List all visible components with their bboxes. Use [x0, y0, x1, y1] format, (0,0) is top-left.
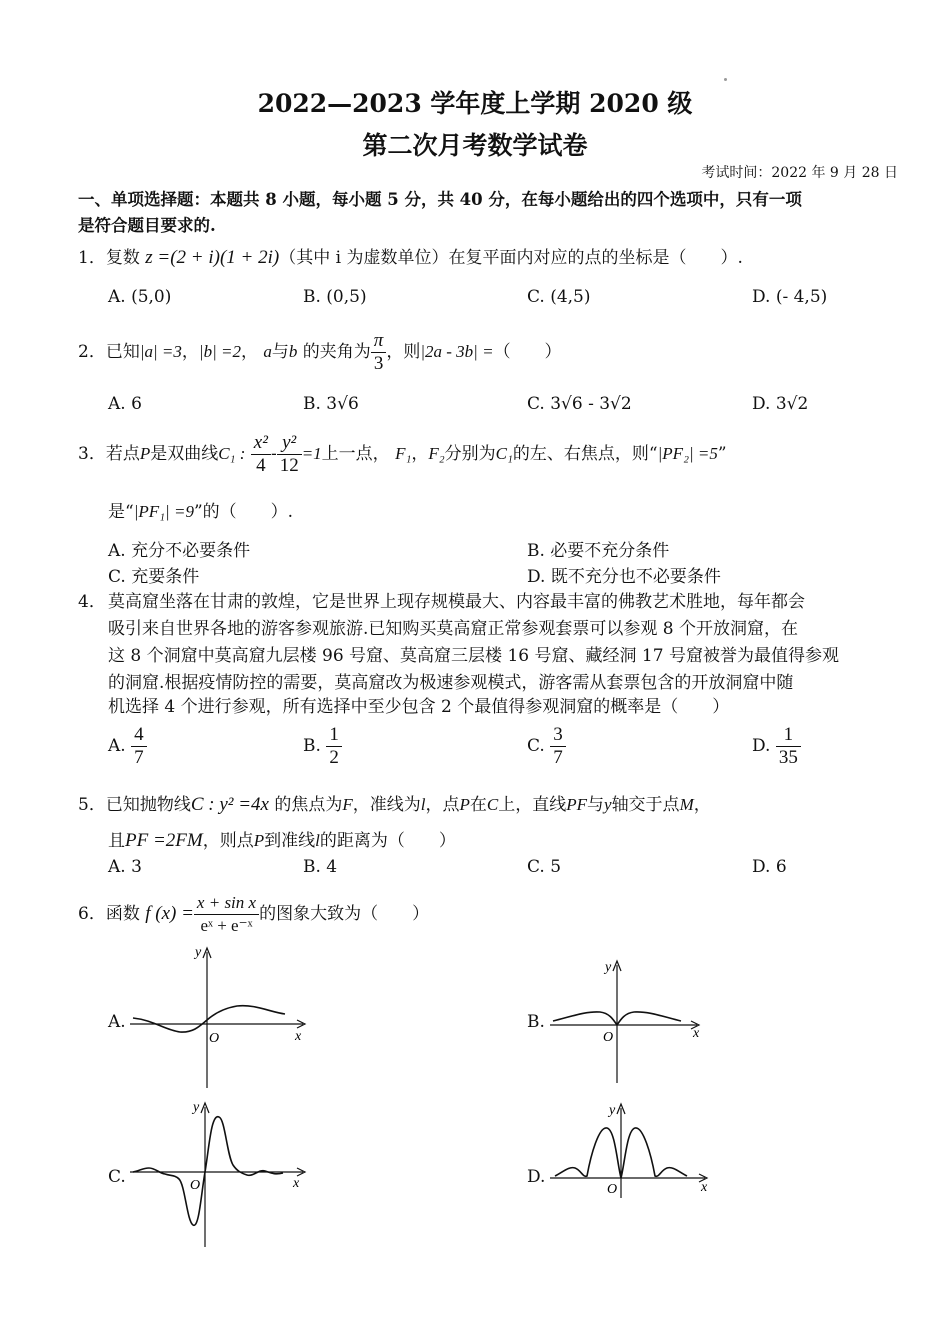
q6-p2: 的图象大致为（ ） — [259, 904, 430, 924]
q5-p7: 与 — [587, 795, 605, 815]
q4-a-num: 4 — [131, 724, 147, 747]
x-label: x — [293, 1176, 300, 1191]
question-6 — [78, 892, 429, 937]
q3-part-1: 若点 — [105, 444, 140, 464]
q2-part-3: ，则 — [386, 342, 421, 362]
exam-time: 考试时间：2022 年 9 月 28 日 — [701, 165, 898, 181]
q4-b-num: 1 — [326, 724, 342, 747]
q5-p8: 轴交于点 — [611, 795, 680, 815]
q2-abs-a: |a| =3 — [139, 342, 182, 361]
question-5-line-2 — [108, 830, 456, 852]
q5-p3: ，准线为 — [352, 795, 421, 815]
q2-pi: π — [371, 330, 387, 353]
q6-graph-c[interactable] — [125, 1095, 315, 1250]
q3-part-6: ” — [717, 444, 727, 464]
q6-number: 6． — [78, 904, 106, 924]
q3-comma: ， — [411, 444, 429, 464]
q3-number: 3． — [78, 444, 106, 464]
q4-option-b[interactable] — [303, 724, 342, 769]
q4-d-num: 1 — [776, 724, 801, 747]
q1-option-b[interactable]: B. (0,5) — [303, 287, 367, 307]
question-2 — [78, 330, 562, 375]
q4-option-d[interactable] — [752, 724, 801, 769]
q5-line2-b: ，则点 — [202, 831, 254, 851]
q5-f: F — [342, 795, 353, 814]
q6-option-d-label[interactable]: D. — [527, 1167, 546, 1187]
q2-option-d[interactable]: D. 3√2 — [752, 394, 809, 414]
q5-m: M — [679, 795, 694, 814]
q3-f2: F₂ — [428, 444, 445, 463]
q5-p4: ，点 — [425, 795, 460, 815]
q4-line-3: 这 8 个洞窟中莫高窟九层楼 96 号窟、莫高窟三层楼 16 号窟、藏经洞 17 号窟被誉为最值得参观 — [108, 646, 839, 666]
q2-sep-2: ， — [240, 342, 258, 362]
q3-part-2: 是双曲线 — [150, 444, 219, 464]
q4-line-1: 莫高窟坐落在甘肃的敦煌，它是世界上现存规模最大、内容最丰富的佛教艺术胜地，每年都会 — [108, 592, 805, 612]
q4-line-4: 的洞窟.根据疫情防控的需要，莫高窟改为极速参观模式，游客需从套票包含的开放洞窟中随 — [108, 673, 794, 693]
q2-part-1: 已知 — [105, 342, 140, 362]
q2-vector-b: b — [288, 342, 298, 361]
q2-three: 3 — [373, 353, 384, 374]
scan-dot — [724, 78, 727, 81]
x-label: x — [701, 1180, 708, 1195]
q3-fraction-x — [251, 432, 271, 477]
q4-a-den: 7 — [134, 747, 144, 768]
q4-option-a-label: A. — [108, 736, 126, 756]
question-5 — [78, 794, 711, 816]
q3-x2: x² — [251, 432, 271, 455]
q4-line-2: 吸引来自世界各地的游客参观旅游.已知购买莫高窟正常参观套票可以参观 8 个开放洞窟，在 — [108, 619, 799, 639]
q3-cond-1: |PF₂| =5 — [657, 444, 718, 463]
q5-line2-c: 到准线 — [264, 831, 316, 851]
q6-option-a-label[interactable]: A. — [108, 1012, 126, 1032]
q6-option-b-label[interactable]: B. — [527, 1012, 545, 1032]
q1-option-d[interactable]: D. (- 4,5) — [752, 287, 828, 307]
q5-line2-a: 且 — [108, 831, 125, 851]
q3-fraction-y — [277, 432, 302, 477]
q5-p6: 上，直线 — [498, 795, 567, 815]
q2-number: 2． — [78, 342, 106, 362]
q5-relation: PF =2FM — [125, 830, 203, 851]
q6-denominator: eˣ + e⁻ˣ — [200, 916, 253, 935]
q3-part-3: 上一点， — [321, 444, 390, 464]
q5-c: C — [486, 795, 499, 814]
q5-line2-d: 的距离为（ ） — [319, 831, 456, 851]
q5-l-2: l — [315, 831, 320, 850]
q5-p9: ， — [693, 795, 711, 815]
q4-c-num: 3 — [550, 724, 566, 747]
q6-graph-a[interactable] — [125, 940, 315, 1092]
q5-p: P — [459, 795, 470, 814]
q3-twelve: 12 — [279, 455, 299, 476]
q2-sep-1: ， — [181, 342, 199, 362]
q5-p5: 在 — [469, 795, 487, 815]
q2-angle-fraction — [371, 330, 387, 375]
x-label: x — [295, 1029, 302, 1044]
q3-part-5: 的左、右焦点，则“ — [512, 444, 658, 464]
q2-part-2: 的夹角为 — [302, 342, 371, 362]
curve — [133, 1117, 283, 1226]
q6-option-c-label[interactable]: C. — [108, 1167, 126, 1187]
q3-curve-name: C₁ : — [218, 444, 246, 463]
question-3-line-2 — [108, 501, 293, 523]
q3-cond-2: |PF₁| =9 — [133, 502, 194, 521]
q4-option-c-fraction — [550, 724, 566, 769]
y-label: y — [605, 960, 612, 975]
q4-d-den: 35 — [778, 747, 798, 768]
question-3 — [78, 432, 727, 477]
q6-p1: 函数 — [105, 904, 140, 924]
q4-option-b-label: B. — [303, 736, 321, 756]
q2-abs-b: |b| =2 — [198, 342, 241, 361]
section-heading-line-2: 是符合题目要求的. — [78, 216, 216, 235]
q5-p1: 已知抛物线 — [105, 795, 191, 815]
q3-four: 4 — [256, 455, 266, 476]
q5-option-a[interactable]: A. 3 — [108, 857, 142, 877]
q6-graph-b[interactable] — [545, 955, 715, 1085]
q6-fx: f (x) = — [145, 903, 194, 924]
q4-option-d-fraction — [776, 724, 801, 769]
q2-option-c[interactable]: C. 3√6 - 3√2 — [527, 394, 632, 414]
origin-label: O — [603, 1030, 614, 1045]
y-label: y — [193, 1100, 200, 1115]
q3-line2-b: ”的（ ）. — [193, 502, 294, 522]
q4-c-den: 7 — [553, 747, 563, 768]
q6-fraction — [194, 892, 259, 937]
q5-option-c[interactable]: C. 5 — [527, 857, 562, 877]
q5-l: l — [420, 795, 426, 814]
q4-line-5: 机选择 4 个进行参观，所有选择中至少包含 2 个最值得参观洞窟的概率是（ ） — [108, 697, 730, 717]
q3-option-c[interactable]: C. 充要条件 — [108, 567, 200, 587]
q3-line2-a: 是“ — [108, 502, 134, 522]
q1-formula: z =(2 + i)(1 + 2i) — [145, 247, 280, 268]
q3-minus: - — [270, 444, 277, 464]
q4-option-a[interactable] — [108, 724, 147, 769]
q1-option-c[interactable]: C. (4,5) — [527, 287, 591, 307]
q5-option-d[interactable]: D. 6 — [752, 857, 787, 877]
title-line-2: 第二次月考数学试卷 — [362, 131, 588, 160]
q6-numerator: x + sin x — [194, 892, 259, 915]
q2-part-4: （ ） — [493, 342, 562, 362]
q4-option-c-label: C. — [527, 736, 545, 756]
q5-number: 5． — [78, 795, 106, 815]
q1-number: 1． — [78, 248, 106, 268]
curve — [133, 1006, 285, 1032]
q1-option-a[interactable]: A. (5,0) — [108, 287, 172, 307]
q3-part-4: 分别为 — [444, 444, 496, 464]
q2-option-a[interactable]: A. 6 — [108, 394, 142, 414]
q4-option-b-fraction — [326, 724, 342, 769]
q5-p2: 的焦点为 — [274, 795, 343, 815]
q5-curve: C : y² =4x — [190, 794, 269, 815]
origin-label: O — [209, 1031, 220, 1046]
q4-option-a-fraction — [131, 724, 147, 769]
q3-point-p: P — [139, 444, 151, 463]
q2-target: |2a - 3b| = — [420, 342, 494, 361]
origin-label: O — [190, 1178, 201, 1193]
q3-c1: C₁ — [495, 444, 513, 463]
origin-label: O — [607, 1182, 618, 1197]
q1-lead: 复数 — [105, 248, 140, 268]
q4-option-d-label: D. — [752, 736, 771, 756]
q4-option-c[interactable] — [527, 724, 566, 769]
q5-p-2: P — [253, 831, 265, 850]
q3-f1: F₁ — [395, 444, 412, 463]
q1-stem: （其中 i 为虚数单位）在复平面内对应的点的坐标是（ ）. — [279, 248, 743, 268]
y-label: y — [195, 945, 202, 960]
q3-option-b[interactable]: B. 必要不充分条件 — [527, 541, 670, 561]
q3-y2: y² — [277, 432, 302, 455]
x-label: x — [693, 1026, 700, 1041]
q3-option-a[interactable]: A. 充分不必要条件 — [108, 541, 251, 561]
q4-number: 4． — [78, 592, 106, 612]
q5-y: y — [604, 795, 612, 814]
q2-mid: 与 — [271, 342, 289, 362]
q2-vector-a: a — [263, 342, 272, 361]
question-1 — [78, 247, 743, 269]
q4-b-den: 2 — [329, 747, 339, 768]
q6-graph-d[interactable] — [545, 1098, 720, 1198]
q3-option-d[interactable]: D. 既不充分也不必要条件 — [527, 567, 721, 587]
q5-pf: PF — [566, 795, 588, 814]
q3-eq: =1 — [301, 444, 322, 463]
q2-option-b[interactable]: B. 3√6 — [303, 394, 359, 414]
title-line-1: 2022—2023 学年度上学期 2020 级 — [257, 89, 693, 118]
y-label: y — [609, 1103, 616, 1118]
section-heading-line-1: 一、单项选择题：本题共 8 小题，每小题 5 分，共 40 分，在每小题给出的四个选项中，只有一项 — [78, 190, 802, 209]
q5-option-b[interactable]: B. 4 — [303, 857, 338, 877]
